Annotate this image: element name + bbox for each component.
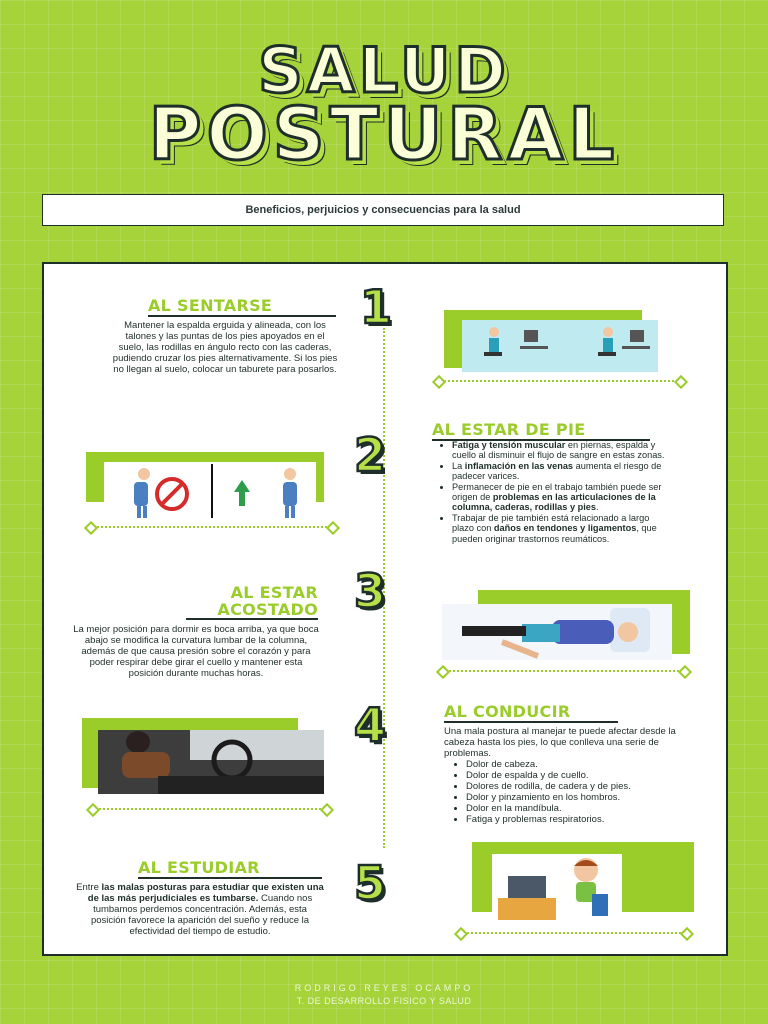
- heading-sentarse: AL SENTARSE: [148, 296, 336, 317]
- heading-conducir: AL CONDUCIR: [444, 702, 618, 723]
- lying-illustration: [442, 604, 672, 660]
- heading-line: AL ESTAR: [230, 583, 318, 602]
- divider-5: [460, 932, 688, 934]
- list-item: • Dolor en la mandíbula.: [466, 803, 692, 814]
- intro-text: Una mala postura al manejar te puede afectar desde la cabeza hasta los pies, lo que conlleva una serie de problemas.: [444, 726, 676, 759]
- heading-de-pie: AL ESTAR DE PIE: [432, 420, 650, 441]
- studying-student-icon: [492, 854, 622, 924]
- list-item: • Dolor y pinzamiento en los hombros.: [466, 792, 692, 803]
- number-1: 1: [360, 280, 393, 334]
- text-conducir: [444, 726, 692, 825]
- footer-author: RODRIGO REYES OCAMPO: [294, 983, 474, 993]
- text-estudiar: Entre las malas posturas para estudiar que existen una de las más perjudiciales es tumbarse. Cuando nos tumbamos perdemos concentración. Además, esta posición favorece la aparición del sueño y reduce la efectividad del tiempo de estudio.: [76, 882, 324, 937]
- title-line-1: SALUD: [258, 34, 510, 107]
- list-item: • Fatiga y tensión muscular en piernas, espalda y cuello al disminuir el flujo de sangre en estas zonas.: [452, 440, 668, 461]
- divider-3: [442, 670, 686, 672]
- list-item: • Fatiga y problemas respiratorios.: [466, 814, 692, 825]
- list-item: • Trabajar de pie también está relacionado a largo plazo con daños en tendones y ligamentos, que pueden originar trastornos reumáticos.: [452, 513, 668, 544]
- list-item: • Dolores de rodilla, de cadera y de pies.: [466, 781, 692, 792]
- list-item: • Dolor de espalda y de cuello.: [466, 770, 692, 781]
- footer-course: T. DE DESARROLLO FISICO Y SALUD: [296, 996, 472, 1006]
- text-sentarse: Mantener la espalda erguida y alineada, con los talones y las puntas de los pies apoyados en el suelo, las rodillas en ángulo recto con las caderas, pudiendo cruzar los pies alternativamente. Si los pies no llegan al suelo, colocar un taburete para posarlos.: [112, 320, 338, 375]
- list-item: • Dolor de cabeza.: [466, 759, 692, 770]
- sitting-posture-icon: [462, 320, 658, 372]
- driving-car-icon: [98, 730, 324, 794]
- number-2: 2: [354, 428, 387, 482]
- standing-illustration: [104, 462, 316, 520]
- divider-2: [90, 526, 334, 528]
- heading-estudiar: AL ESTUDIAR: [138, 858, 322, 879]
- standing-posture-icon: [104, 462, 316, 520]
- number-4: 4: [354, 698, 387, 752]
- divider-1: [436, 380, 682, 382]
- list-item: • Permanecer de pie en el trabajo también puede ser origen de problemas en las articulaciones de la columna, caderas, rodillas y pies.: [452, 482, 668, 513]
- heading-line: ACOSTADO: [186, 601, 318, 620]
- text-acostado: La mejor posición para dormir es boca arriba, ya que boca abajo se modifica la curvatura lumbar de la columna, además de que causa presión sobre el corazón y para poder respirar debe girar el cuello y mantener esta posición durante muchas horas.: [73, 624, 319, 679]
- sitting-illustration: [462, 320, 658, 372]
- subtitle-box: [42, 194, 724, 226]
- driving-photo: [98, 730, 324, 794]
- heading-acostado: [186, 584, 318, 620]
- title-line-2: POSTURAL: [148, 92, 620, 176]
- lying-posture-icon: [442, 604, 672, 660]
- divider-4: [92, 808, 328, 810]
- list-item: • La inflamación en las venas aumenta el riesgo de padecer varices.: [452, 461, 668, 482]
- studying-illustration: [492, 854, 622, 924]
- number-3: 3: [354, 564, 387, 618]
- number-5: 5: [354, 856, 387, 910]
- subtitle-text: Beneficios, perjuicios y consecuencias para la salud: [245, 204, 521, 216]
- list-de-pie: [440, 440, 668, 544]
